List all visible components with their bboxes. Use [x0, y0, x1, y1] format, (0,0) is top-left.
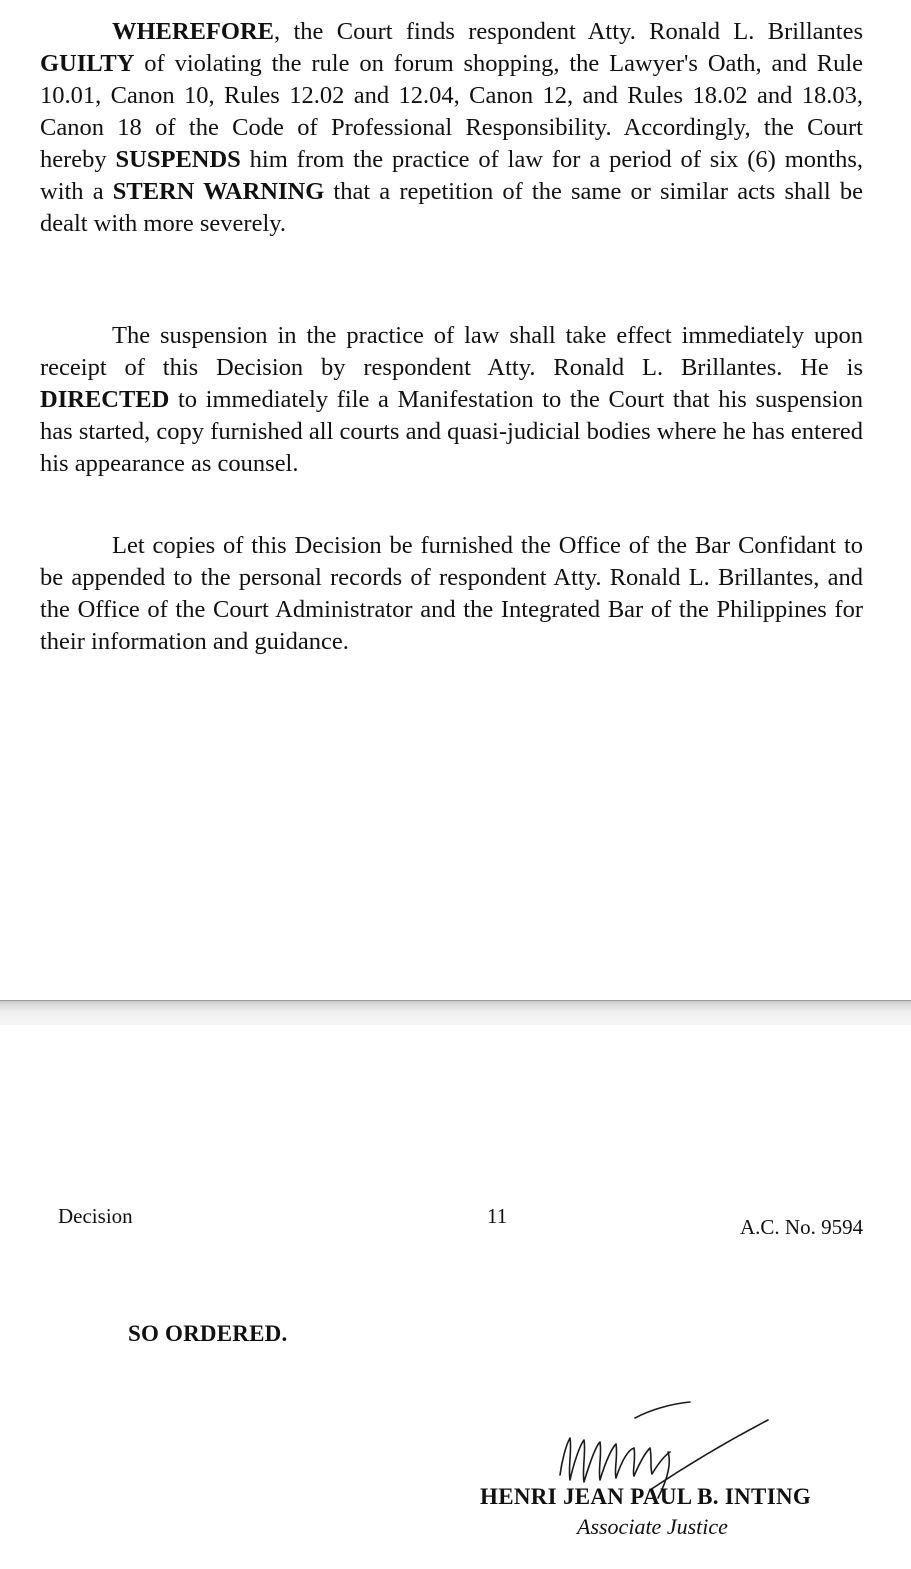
wherefore-paragraph — [40, 16, 863, 240]
header-doc-type: Decision — [58, 1204, 133, 1228]
page-break-divider — [0, 1000, 911, 1025]
so-ordered: SO ORDERED. — [128, 1321, 288, 1346]
paragraph-text: to immediately file a Manifestation to the Court that his suspension has started, copy furnished all courts and quasi-judicial bodies where he has entered his appearance as counsel. — [40, 386, 863, 477]
header-page-number: 11 — [487, 1204, 508, 1228]
paragraph-text: him from the practice of law for a period of six (6) months, with a — [40, 146, 863, 205]
header-case-number: A.C. No. 9594 — [740, 1215, 864, 1239]
paragraph-text: The suspension in the practice of law shall take effect immediately upon receipt of this Decision by respondent Atty. Ronald L. Brillantes. He is — [40, 322, 863, 381]
signatory-title: Associate Justice — [577, 1514, 728, 1539]
paragraph-text: of violating the rule on forum shopping, the Lawyer's Oath, and Rule 10.01, Canon 10, Rules 12.02 and 12.04, Canon 12, and Rules 18.02 and 18.03, Canon 18 of the Code of Professional Responsibility. Accordingly, the Court hereby — [40, 50, 863, 173]
suspension-paragraph — [40, 320, 863, 480]
paragraph-text: Let copies of this Decision be furnished the Office of the Bar Confidant to be appended to the personal records of respondent Atty. Ronald L. Brillantes, and the Office of the Court Administrator and the Integrated Bar of the Philippines for their information and guidance. — [40, 532, 863, 655]
suspends-keyword: SUSPENDS — [115, 146, 241, 173]
stern-warning-keyword: STERN WARNING — [112, 178, 325, 205]
copies-paragraph — [40, 530, 863, 658]
signatory-name: HENRI JEAN PAUL B. INTING — [480, 1484, 812, 1509]
directed-keyword: DIRECTED — [40, 386, 170, 413]
paragraph-text: that a repetition of the same or similar acts shall be dealt with more severely. — [40, 178, 863, 237]
paragraph-text: , the Court finds respondent Atty. Ronald L. Brillantes — [274, 18, 863, 45]
wherefore-keyword: WHEREFORE — [112, 18, 274, 45]
guilty-keyword: GUILTY — [40, 50, 135, 77]
